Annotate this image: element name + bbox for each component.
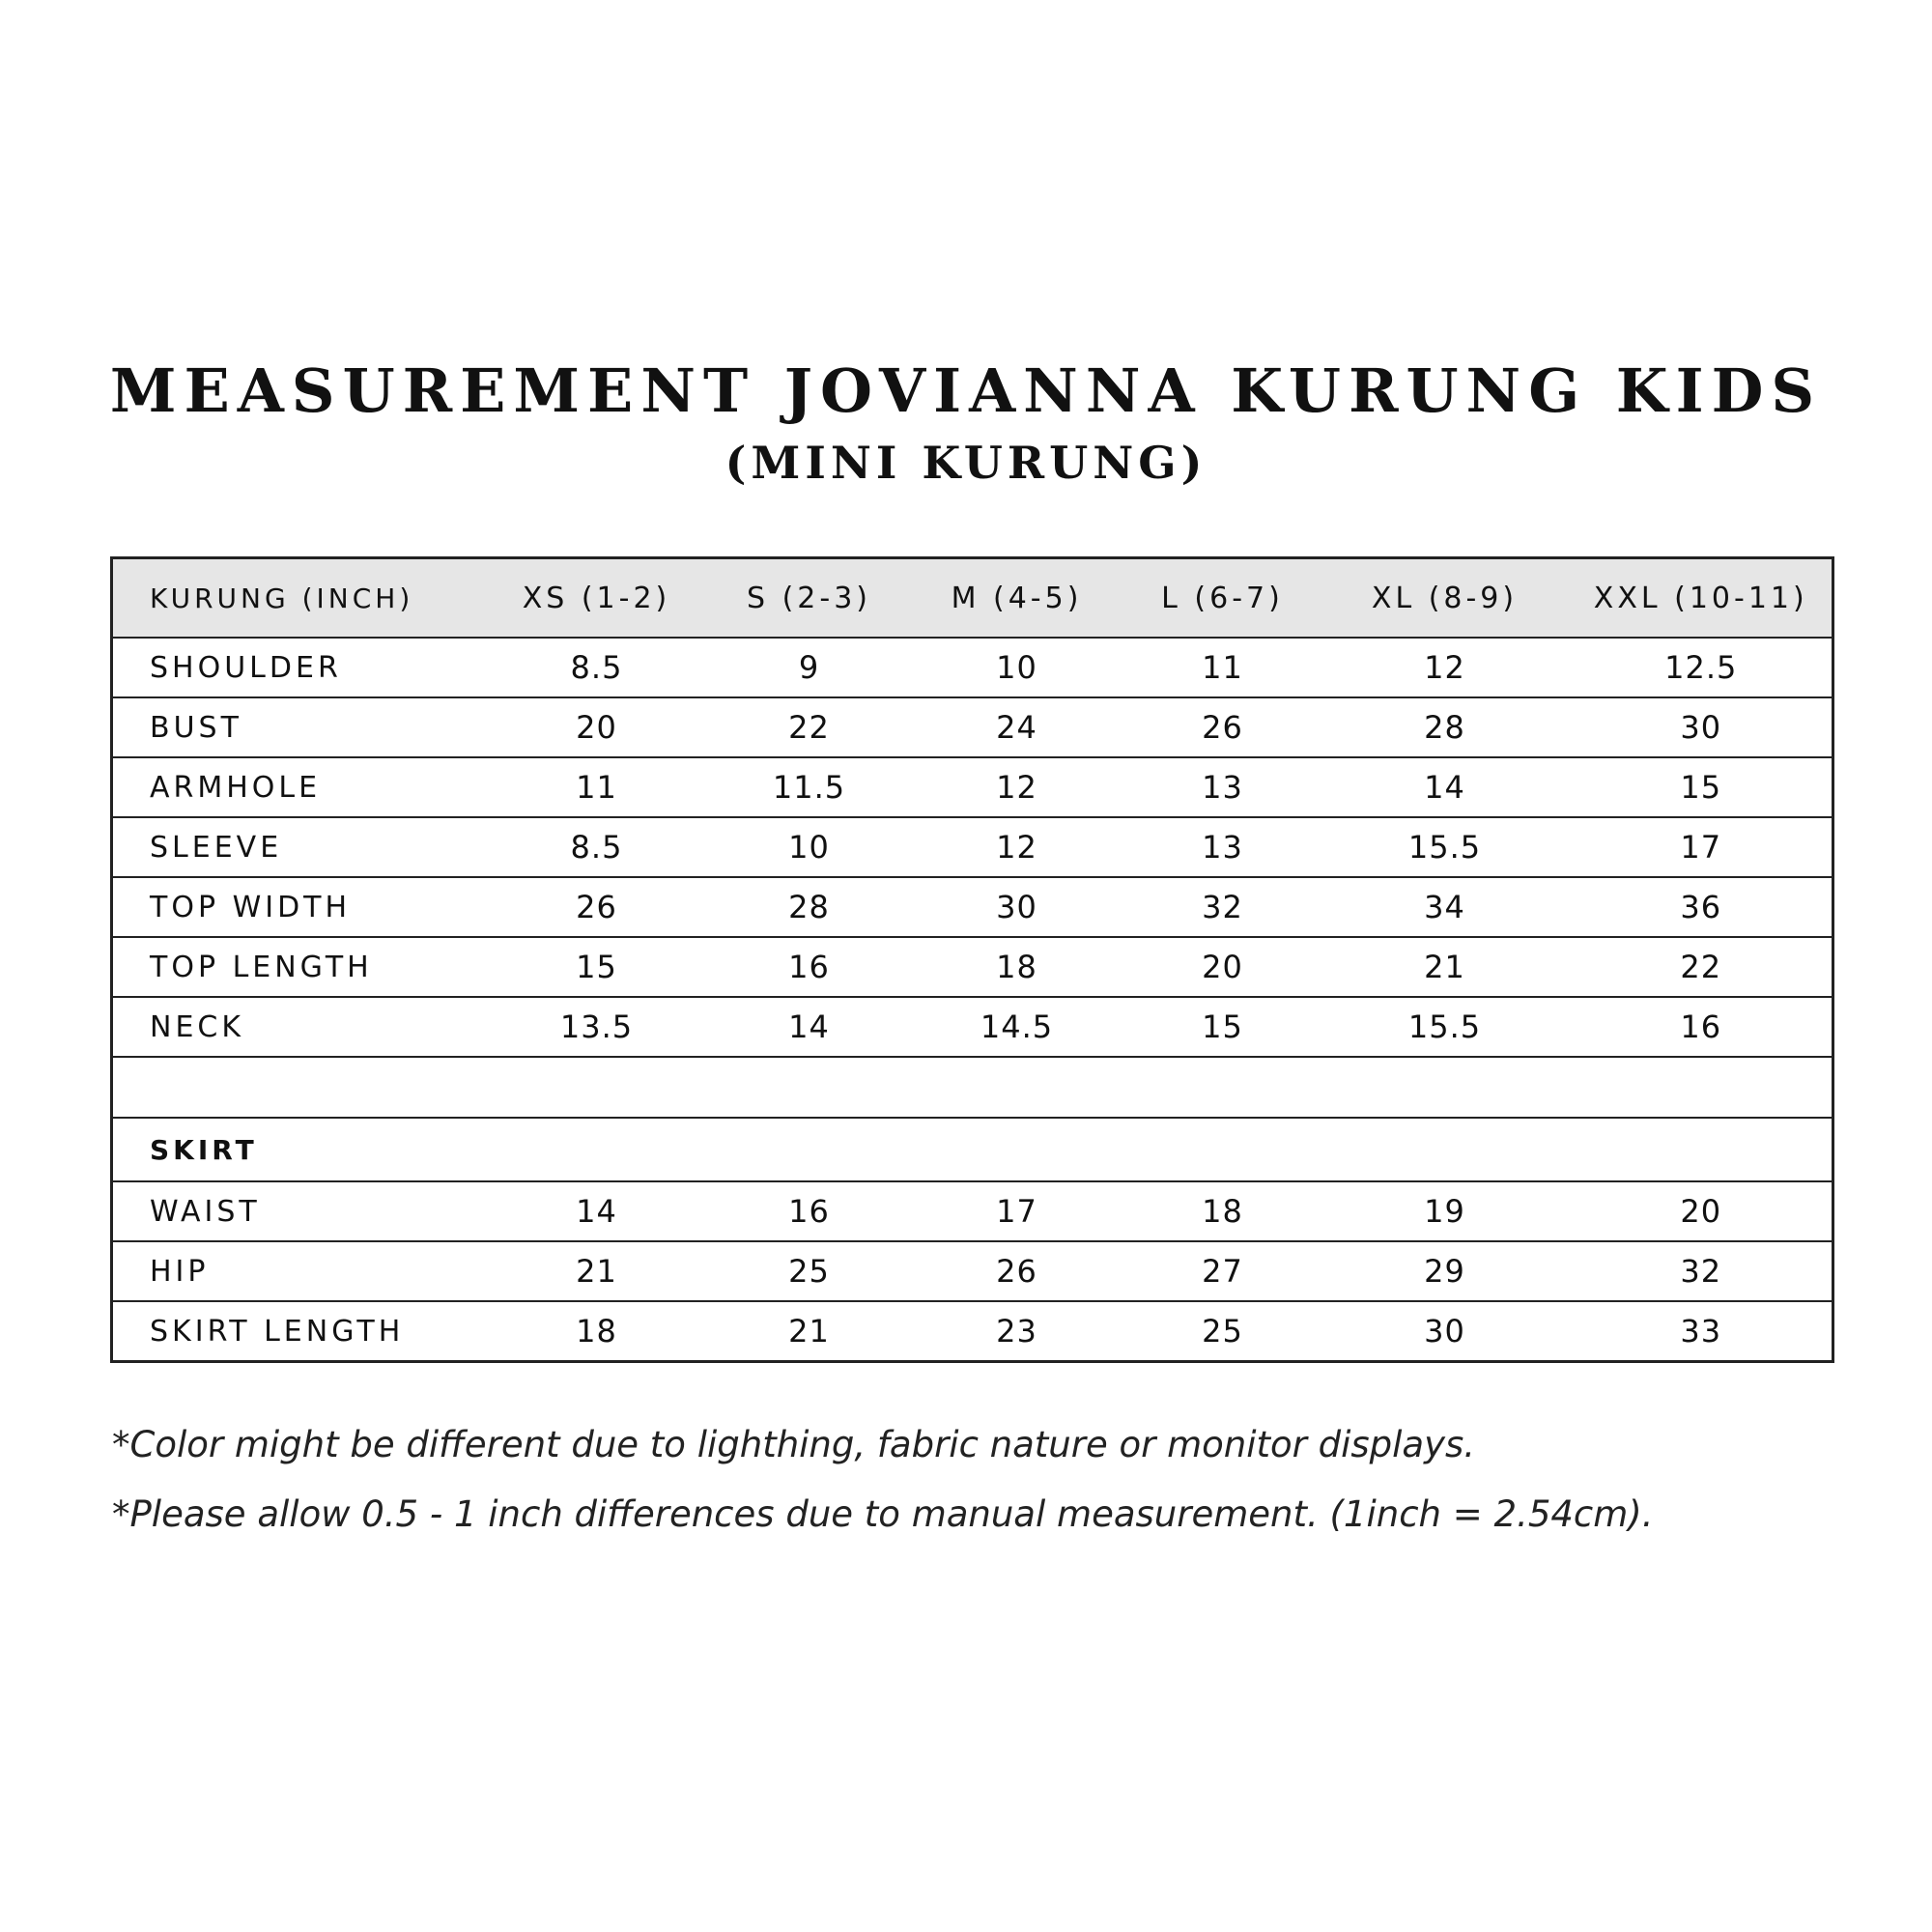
table-header-row	[112, 558, 1833, 639]
table-cell: 18	[483, 1301, 711, 1362]
table-cell: 36	[1571, 877, 1833, 937]
table-cell: 20	[483, 697, 711, 757]
table-cell: 20	[1571, 1181, 1833, 1241]
table-cell: 10	[711, 817, 908, 877]
table-cell: 33	[1571, 1301, 1833, 1362]
row-label: BUST	[112, 697, 483, 757]
section-row-skirt	[112, 1118, 1833, 1181]
header-cell: XL (8-9)	[1320, 558, 1571, 639]
table-cell: 30	[1320, 1301, 1571, 1362]
table-cell: 32	[1126, 877, 1320, 937]
table-row	[112, 937, 1833, 997]
row-label: HIP	[112, 1241, 483, 1301]
table-row	[112, 638, 1833, 697]
table-cell: 12	[908, 757, 1126, 817]
table-cell: 20	[1126, 937, 1320, 997]
table-cell: 29	[1320, 1241, 1571, 1301]
table-cell: 30	[908, 877, 1126, 937]
table-cell: 11.5	[711, 757, 908, 817]
table-cell: 22	[1571, 937, 1833, 997]
table-cell: 28	[1320, 697, 1571, 757]
table-row	[112, 757, 1833, 817]
header-cell: XXL (10-11)	[1571, 558, 1833, 639]
table-cell: 12.5	[1571, 638, 1833, 697]
table-row	[112, 697, 1833, 757]
table-cell: 14	[1320, 757, 1571, 817]
table-cell: 28	[711, 877, 908, 937]
table-cell: 15.5	[1320, 817, 1571, 877]
header-cell: S (2-3)	[711, 558, 908, 639]
table-row	[112, 817, 1833, 877]
row-label: WAIST	[112, 1181, 483, 1241]
table-cell: 17	[908, 1181, 1126, 1241]
note-color: *Color might be different due to lighthing, fabric nature or monitor displays.	[112, 1424, 1476, 1465]
header-cell: XS (1-2)	[483, 558, 711, 639]
row-label: TOP WIDTH	[112, 877, 483, 937]
row-label: NECK	[112, 997, 483, 1057]
table-cell: 30	[1571, 697, 1833, 757]
table-cell: 13	[1126, 757, 1320, 817]
table-cell: 25	[711, 1241, 908, 1301]
table-cell: 21	[1320, 937, 1571, 997]
table-row	[112, 1241, 1833, 1301]
table-cell: 15	[1126, 997, 1320, 1057]
size-chart-table	[110, 556, 1834, 1363]
table-row	[112, 997, 1833, 1057]
header-cell: KURUNG (INCH)	[112, 558, 483, 639]
table-cell: 16	[1571, 997, 1833, 1057]
table-cell: 27	[1126, 1241, 1320, 1301]
blank-cell	[112, 1057, 1833, 1118]
table-cell: 17	[1571, 817, 1833, 877]
table-cell: 14.5	[908, 997, 1126, 1057]
table-cell: 8.5	[483, 638, 711, 697]
row-label: TOP LENGTH	[112, 937, 483, 997]
row-label: SHOULDER	[112, 638, 483, 697]
table-cell: 21	[483, 1241, 711, 1301]
row-label: ARMHOLE	[112, 757, 483, 817]
table-cell: 24	[908, 697, 1126, 757]
table-cell: 22	[711, 697, 908, 757]
table-cell: 13.5	[483, 997, 711, 1057]
table-cell: 15	[1571, 757, 1833, 817]
table-cell: 26	[908, 1241, 1126, 1301]
table-cell: 18	[1126, 1181, 1320, 1241]
table-cell: 25	[1126, 1301, 1320, 1362]
table-row	[112, 1301, 1833, 1362]
table-cell: 12	[908, 817, 1126, 877]
table-row	[112, 877, 1833, 937]
table-cell: 34	[1320, 877, 1571, 937]
table-cell: 19	[1320, 1181, 1571, 1241]
note-measurement: *Please allow 0.5 - 1 inch differences due to manual measurement. (1inch = 2.54cm).	[112, 1493, 1654, 1535]
table-cell: 8.5	[483, 817, 711, 877]
blank-row	[112, 1057, 1833, 1118]
table-cell: 11	[1126, 638, 1320, 697]
table-cell: 16	[711, 1181, 908, 1241]
table-cell: 14	[483, 1181, 711, 1241]
table-cell: 16	[711, 937, 908, 997]
table-cell: 26	[483, 877, 711, 937]
header-cell: L (6-7)	[1126, 558, 1320, 639]
section-label: SKIRT	[112, 1118, 1833, 1181]
table-cell: 11	[483, 757, 711, 817]
table-cell: 15	[483, 937, 711, 997]
table-cell: 10	[908, 638, 1126, 697]
table-cell: 26	[1126, 697, 1320, 757]
table-cell: 21	[711, 1301, 908, 1362]
table-cell: 9	[711, 638, 908, 697]
table-cell: 18	[908, 937, 1126, 997]
chart-title: MEASUREMENT JOVIANNA KURUNG KIDS	[109, 355, 1823, 426]
row-label: SKIRT LENGTH	[112, 1301, 483, 1362]
table-cell: 13	[1126, 817, 1320, 877]
table-cell: 12	[1320, 638, 1571, 697]
table-cell: 15.5	[1320, 997, 1571, 1057]
table-row	[112, 1181, 1833, 1241]
header-cell: M (4-5)	[908, 558, 1126, 639]
table-cell: 32	[1571, 1241, 1833, 1301]
table-cell: 23	[908, 1301, 1126, 1362]
chart-subtitle: (MINI KURUNG)	[724, 437, 1208, 489]
table-cell: 14	[711, 997, 908, 1057]
row-label: SLEEVE	[112, 817, 483, 877]
